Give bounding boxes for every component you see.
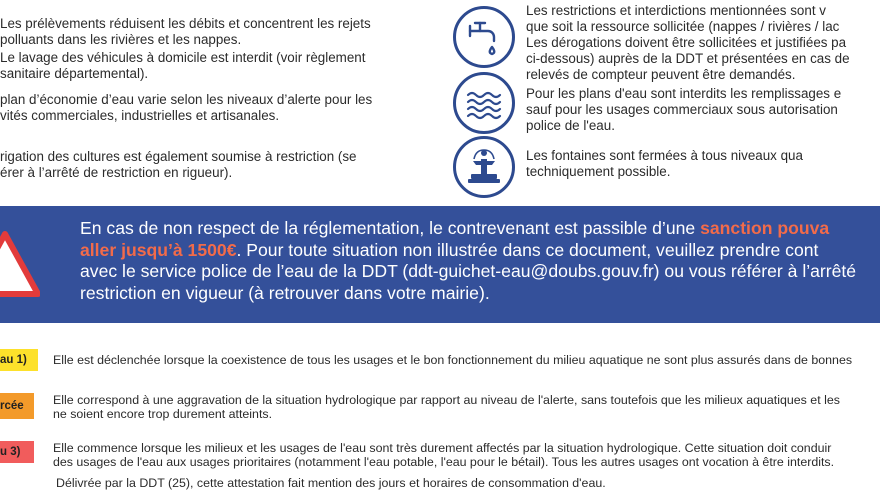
text-line: érer à l’arrêté de restriction en rigueur). xyxy=(0,165,233,180)
paragraph-prelevements xyxy=(0,16,435,48)
text-line: ci-dessous) auprès de la DDT et présentées en cas de xyxy=(526,51,850,66)
text-line: polluants dans les rivières et les nappes. xyxy=(0,32,242,47)
text-line: que soit la ressource sollicitée (nappes / rivières / lac xyxy=(526,19,840,34)
paragraph-plan-economie xyxy=(0,92,435,124)
warning-line-1 xyxy=(80,218,880,240)
level-tag-crise: u 3) xyxy=(0,441,34,463)
paragraph-restrictions xyxy=(526,3,880,83)
water-waves-icon xyxy=(453,72,515,134)
warning-text xyxy=(80,218,880,304)
level-tag-alerte-renforcee: rcée xyxy=(0,393,34,419)
warning-triangle-icon xyxy=(0,230,40,300)
text-line: Les prélèvements réduisent les débits et concentrent les rejets xyxy=(0,16,371,31)
footnote-attestation: Délivrée par la DDT (25), cette attestation fait mention des jours et horaires de consommation d'eau. xyxy=(56,476,606,490)
text-line: vités commerciales, industrielles et artisanales. xyxy=(0,108,280,123)
paragraph-plans-eau xyxy=(526,86,880,134)
level-tag-alerte: au 1) xyxy=(0,349,38,371)
level-description-alerte-renforcee xyxy=(53,393,880,421)
text-line: sanitaire départemental). xyxy=(0,66,149,81)
text-line: techniquement possible. xyxy=(526,164,671,179)
text-line: Pour les plans d'eau sont interdits les remplissages e xyxy=(526,86,842,101)
text-line: ne soient encore trop durement atteints. xyxy=(53,407,273,421)
warning-line-4: restriction en vigueur (à retrouver dans votre mairie). xyxy=(80,282,490,303)
warning-text-part: . Pour toute situation non illustrée dans ce document, veuillez prendre cont xyxy=(236,239,819,260)
text-line: Elle correspond à une aggravation de la situation hydrologique par rapport au niveau de l'alerte, sans toutefois que les milieux aquatiques et les xyxy=(53,393,840,407)
water-tap-icon xyxy=(453,6,515,68)
text-line: rigation des cultures est également soumise à restriction (se xyxy=(0,149,357,164)
warning-text-part: En cas de non respect de la réglementation, le contrevenant est passible d’une xyxy=(80,218,701,238)
level-description-alerte xyxy=(53,353,880,367)
sanction-highlight: sanction pouva xyxy=(700,218,830,238)
text-line: plan d’économie d’eau varie selon les niveaux d’alerte pour les xyxy=(0,92,373,107)
paragraph-fontaines xyxy=(526,148,880,180)
text-line: Les fontaines sont fermées à tous niveaux qua xyxy=(526,148,803,163)
warning-line-3: avec le service police de l’eau de la DDT (ddt-guichet-eau@doubs.gouv.fr) ou vous référer à l’arrêté xyxy=(80,261,857,281)
text-line: Les dérogations doivent être sollicitées et justifiées pa xyxy=(526,35,847,50)
text-line: des usages de l'eau aux usages prioritaires (notamment l'eau potable, l'eau pour le bétail). Tous les autres usages ont vocation à être interdits. xyxy=(53,455,835,469)
text-line: relevés de compteur peuvent être demandés. xyxy=(526,67,796,82)
fountain-icon xyxy=(453,136,515,198)
text-line: Elle commence lorsque les milieux et les usages de l'eau sont très durement affectés par la situation hydrologique. Cette situation doit conduir xyxy=(53,441,832,455)
text-line: Le lavage des véhicules à domicile est interdit (voir règlement xyxy=(0,50,366,65)
paragraph-irrigation xyxy=(0,149,435,181)
paragraph-lavage-vehicules xyxy=(0,50,435,82)
level-description-crise xyxy=(53,441,880,469)
warning-line-2 xyxy=(80,240,880,262)
sanction-amount-highlight: aller jusqu’à 1500€ xyxy=(80,239,237,260)
text-line: police de l'eau. xyxy=(526,118,615,133)
text-line: Les restrictions et interdictions mentionnées sont v xyxy=(526,3,826,18)
text-line: Elle est déclenchée lorsque la coexistence de tous les usages et le bon fonctionnement du milieu aquatique ne sont plus assurés dans de bonnes xyxy=(53,353,853,367)
text-line: sauf pour les usages commerciaux sous autorisation xyxy=(526,102,838,117)
